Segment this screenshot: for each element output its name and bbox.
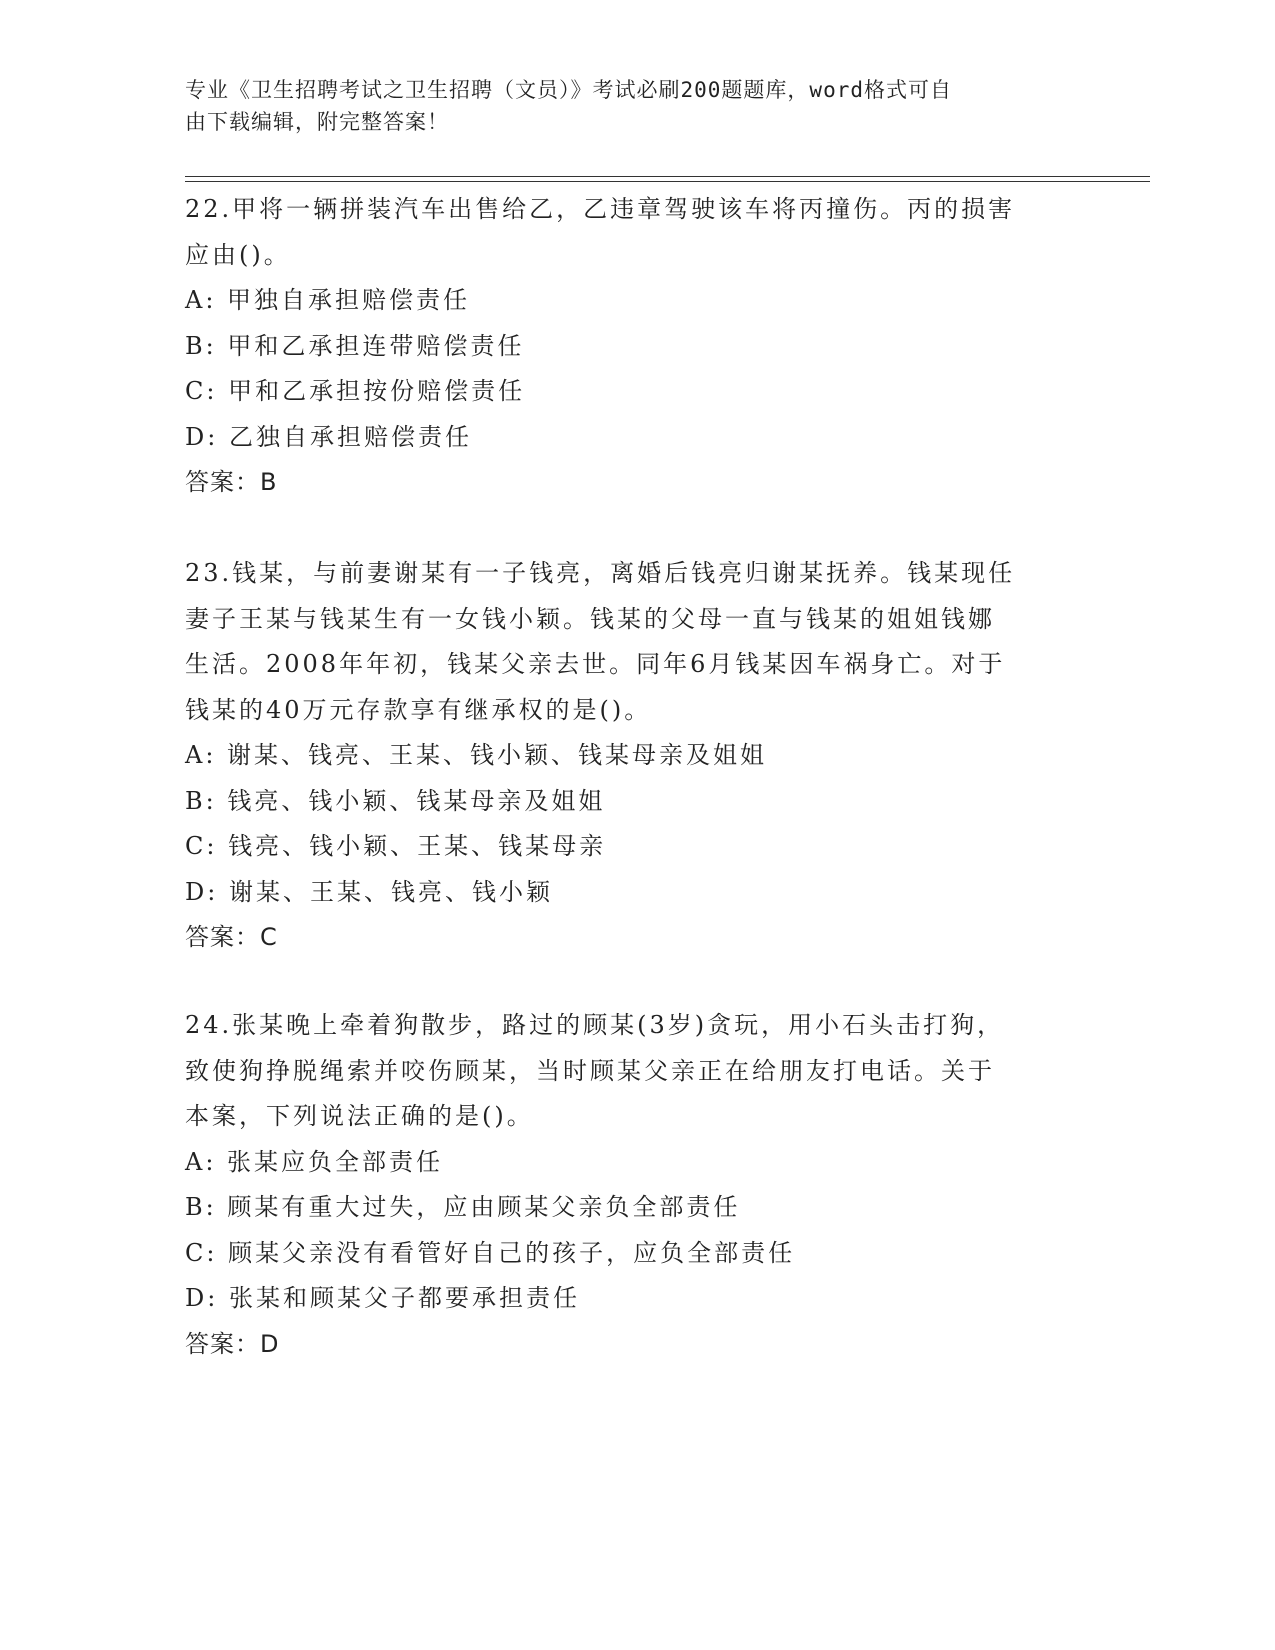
question-stem-line: 生活。2008年年初，钱某父亲去世。同年6月钱某因车祸身亡。对于	[185, 650, 1006, 678]
option-a: A: 谢某、钱亮、王某、钱小颖、钱某母亲及姐姐	[185, 741, 768, 769]
option-a: A: 张某应负全部责任	[185, 1147, 444, 1176]
option-b: B: 顾某有重大过失，应由顾某父亲负全部责任	[185, 1193, 741, 1221]
question-stem	[185, 187, 1085, 278]
question-23	[185, 551, 1085, 961]
question-stem-line: 24.张某晚上牵着狗散步，路过的顾某(3岁)贪玩，用小石头击打狗，	[185, 1011, 1005, 1039]
answer: 答案：D	[185, 1329, 280, 1358]
question-stem-line: 致使狗挣脱绳索并咬伤顾某，当时顾某父亲正在给朋友打电话。关于	[185, 1056, 995, 1085]
option-a: A: 甲独自承担赔偿责任	[185, 286, 471, 314]
question-stem-line: 本案，下列说法正确的是()。	[185, 1102, 534, 1130]
answer: 答案：B	[185, 468, 278, 496]
header-divider-top	[185, 176, 1150, 177]
option-c: C: 顾某父亲没有看管好自己的孩子，应负全部责任	[185, 1238, 796, 1267]
option-c: C: 甲和乙承担按份赔偿责任	[185, 377, 526, 405]
option-b: B: 钱亮、钱小颖、钱某母亲及姐姐	[185, 786, 606, 815]
option-c: C: 钱亮、钱小颖、王某、钱某母亲	[185, 832, 607, 860]
document-header	[185, 74, 1065, 138]
header-line-1: 专业《卫生招聘考试之卫生招聘（文员）》考试必刷200题题库，word格式可自	[185, 78, 952, 102]
option-d: D: 张某和顾某父子都要承担责任	[185, 1284, 580, 1312]
question-stem-line: 钱某的40万元存款享有继承权的是()。	[185, 695, 652, 724]
question-stem	[185, 551, 1085, 733]
question-22	[185, 187, 1085, 506]
question-24	[185, 1003, 1085, 1367]
question-stem-line: 23.钱某，与前妻谢某有一子钱亮，离婚后钱亮归谢某抚养。钱某现任	[185, 559, 1016, 587]
question-stem	[185, 1003, 1085, 1140]
option-d: D: 乙独自承担赔偿责任	[185, 422, 472, 451]
header-line-2: 由下载编辑，附完整答案！	[185, 110, 449, 134]
option-d: D: 谢某、王某、钱亮、钱小颖	[185, 877, 553, 906]
answer: 答案：C	[185, 923, 278, 951]
question-stem-line: 应由()。	[185, 240, 291, 269]
option-b: B: 甲和乙承担连带赔偿责任	[185, 331, 525, 360]
question-stem-line: 22.甲将一辆拼装汽车出售给乙，乙违章驾驶该车将丙撞伤。丙的损害	[185, 195, 1016, 223]
question-stem-line: 妻子王某与钱某生有一女钱小颖。钱某的父母一直与钱某的姐姐钱娜	[185, 604, 995, 633]
header-divider-bottom	[185, 181, 1150, 182]
